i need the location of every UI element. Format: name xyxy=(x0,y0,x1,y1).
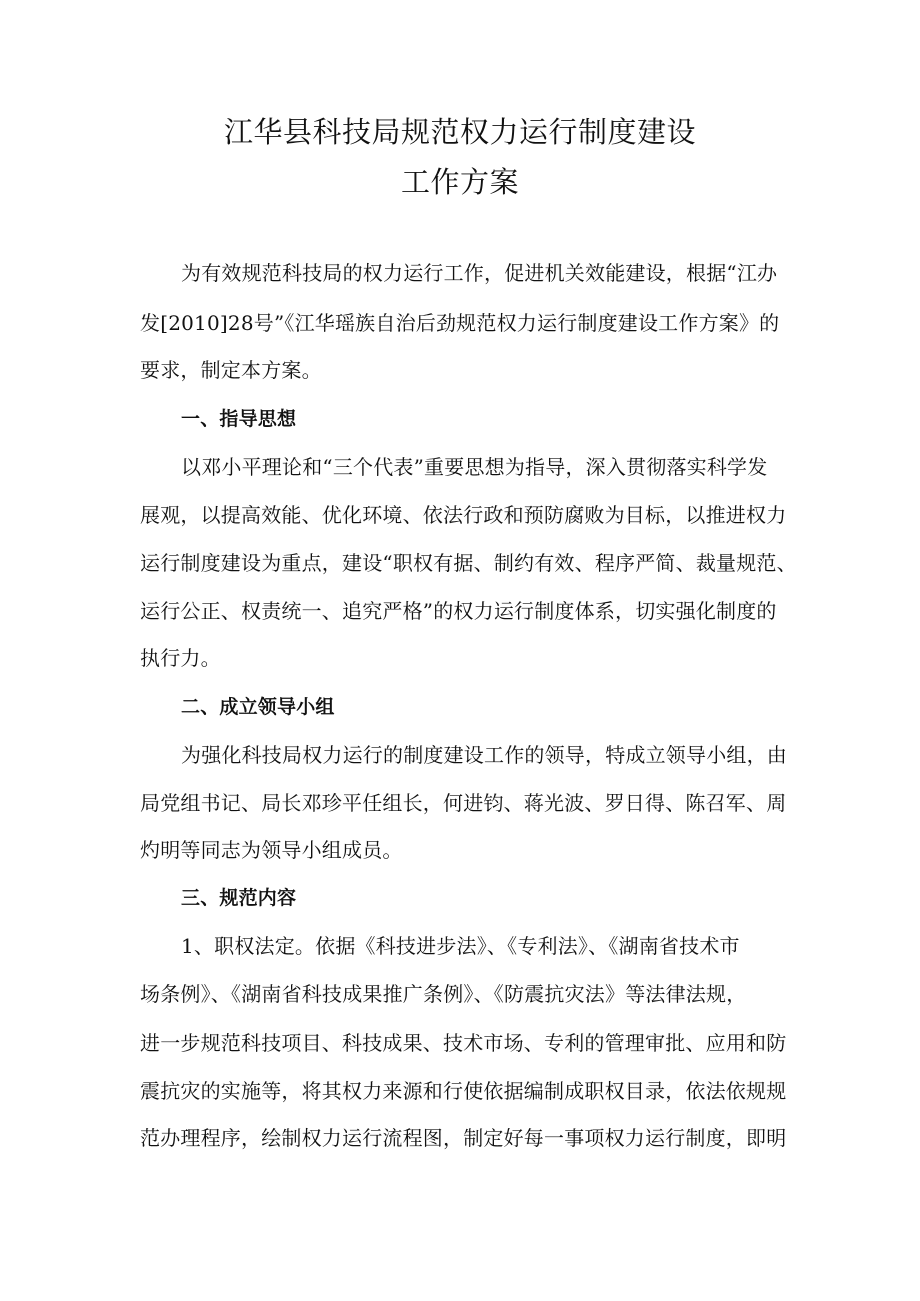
section2-line-1: 为强化科技局权力运行的制度建设工作的领导，特成立领导小组，由 xyxy=(181,743,787,767)
section1-line-1: 以邓小平理论和“三个代表”重要思想为指导，深入贯彻落实科学发 xyxy=(181,455,768,479)
section1-line-2: 展观，以提高效能、优化环境、依法行政和预防腐败为目标，以推进权力 xyxy=(140,503,787,527)
intro-line-3: 要求，制定本方案。 xyxy=(140,358,322,382)
document-title-line-2: 工作方案 xyxy=(400,165,519,199)
section-heading-leading-group: 二、成立领导小组 xyxy=(181,696,335,718)
document-title-line-1: 江华县科技局规范权力运行制度建设 xyxy=(223,115,696,149)
section2-line-3: 灼明等同志为领导小组成员。 xyxy=(140,838,403,862)
section3-line-1: 1、职权法定。依据《科技进步法》、《专利法》、《湖南省技术市 xyxy=(181,934,740,958)
intro-line-2: 发[2010]28号”《江华瑶族自治后劲规范权力运行制度建设工作方案》的 xyxy=(140,311,780,335)
section-heading-guiding-ideology: 一、指导思想 xyxy=(181,408,297,430)
section3-line-4: 震抗灾的实施等，将其权力来源和行使依据编制成职权目录，依法依规规 xyxy=(140,1079,787,1103)
section3-line-3: 进一步规范科技项目、科技成果、技术市场、专利的管理审批、应用和防 xyxy=(140,1031,787,1055)
intro-line-1: 为有效规范科技局的权力运行工作，促进机关效能建设，根据“江办 xyxy=(181,261,778,285)
section1-line-5: 执行力。 xyxy=(140,646,221,670)
section1-line-4: 运行公正、权责统一、追究严格”的权力运行制度体系，切实强化制度的 xyxy=(140,599,777,623)
section-heading-scope: 三、规范内容 xyxy=(181,887,297,909)
section1-line-3: 运行制度建设为重点，建设“职权有据、制约有效、程序严简、裁量规范、 xyxy=(140,551,797,575)
section2-line-2: 局党组书记、局长邓珍平任组长，何进钧、蒋光波、罗日得、陈召军、周 xyxy=(140,791,787,815)
section3-line-5: 范办理程序，绘制权力运行流程图，制定好每一事项权力运行制度，即明 xyxy=(140,1126,787,1150)
section3-line-2: 场条例》、《湖南省科技成果推广条例》、《防震抗灾法》等法律法规， xyxy=(140,982,747,1006)
